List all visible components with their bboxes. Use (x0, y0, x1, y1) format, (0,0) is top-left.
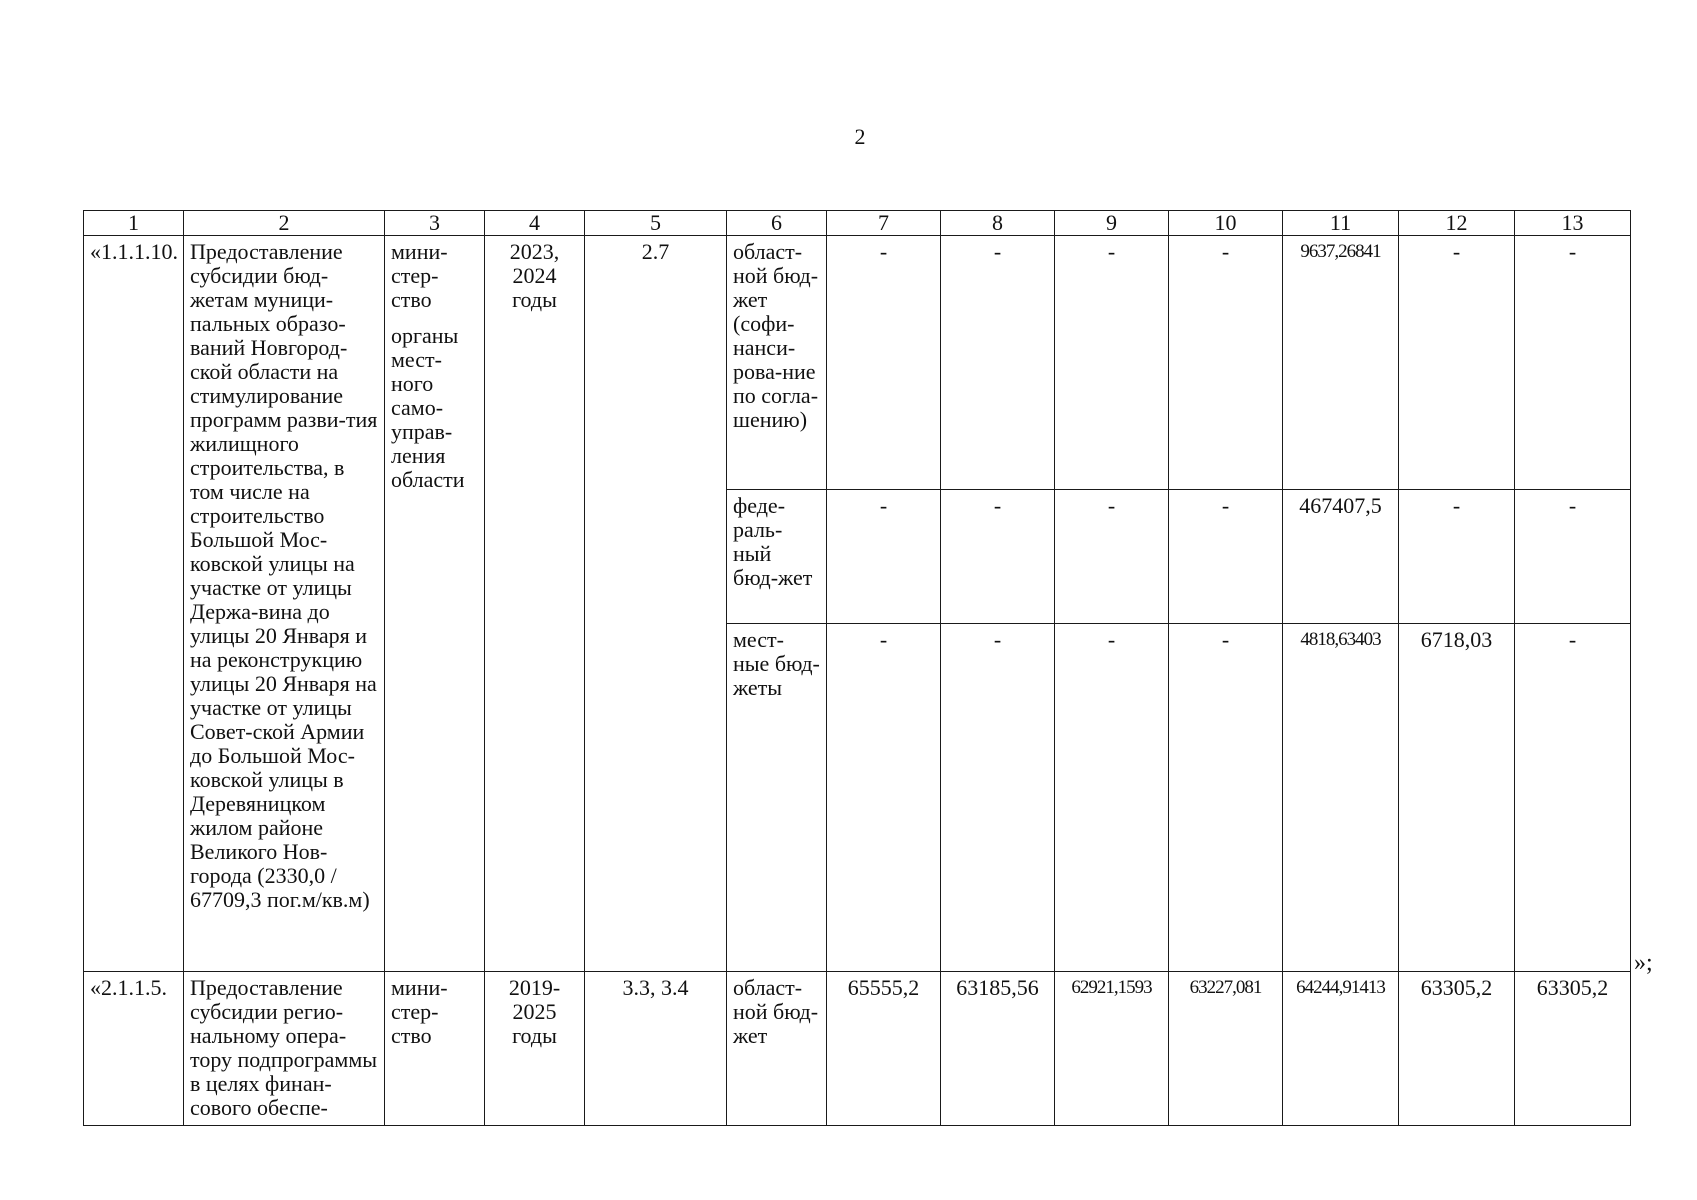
row1-federal-v13: - (1515, 490, 1631, 624)
row1-federal-v9: - (1055, 490, 1169, 624)
row2-v10: 63227,081 (1169, 972, 1283, 1126)
header-cell-4: 4 (485, 211, 585, 236)
row1-regional-v13: - (1515, 236, 1631, 490)
header-cell-3: 3 (385, 211, 485, 236)
row1-local-v12: 6718,03 (1399, 624, 1515, 972)
row1-source-local: мест-ные бюд-жеты (727, 624, 827, 972)
row1-federal-v11: 467407,5 (1283, 490, 1399, 624)
header-cell-1: 1 (84, 211, 184, 236)
row1-source-federal: феде-раль-ный бюд-жет (727, 490, 827, 624)
row1-executor-ministry: мини-стер-ство (391, 239, 448, 312)
row1-source-regional: област-ной бюд-жет (софи-нанси-рова-ние по согла-шению) (727, 236, 827, 490)
header-cell-13: 13 (1515, 211, 1631, 236)
header-row (84, 211, 1631, 236)
row1-local-v11: 4818,63403 (1283, 624, 1399, 972)
row1-federal-v12: - (1399, 490, 1515, 624)
table-row (84, 972, 1631, 1126)
row2-v12: 63305,2 (1399, 972, 1515, 1126)
header-cell-5: 5 (585, 211, 727, 236)
header-cell-2: 2 (184, 211, 385, 236)
row2-v8: 63185,56 (941, 972, 1055, 1126)
header-cell-7: 7 (827, 211, 941, 236)
budget-table (83, 210, 1631, 1126)
row1-local-v7: - (827, 624, 941, 972)
row2-activity-name: Предоставление субсидии регио-нальному опера-тору подпрограммы в целях финан-сового обеспе- (184, 972, 385, 1126)
row1-number: «1.1.1.10. (84, 236, 184, 972)
row1-local-v13: - (1515, 624, 1631, 972)
row1-federal-v7: - (827, 490, 941, 624)
row1-activity-name: Предоставление субсидии бюд-жетам муници-пальных образо-ваний Новгород-ской области на стимулирование программ разви-тия жилищного строительства, в том числе на строительство Большой Мос-ковской улицы на участке от улицы Держа-вина до улицы 20 Января и на реконструкцию улицы 20 Января на участке от улицы Совет-ской Армии до Большой Мос-ковской улицы в Деревяницком жилом районе Великого Нов-города (2330,0 / 67709,3 пог.м/кв.м) (184, 236, 385, 972)
header-cell-6: 6 (727, 211, 827, 236)
row1-regional-v8: - (941, 236, 1055, 490)
header-cell-12: 12 (1399, 211, 1515, 236)
row2-source-regional: област-ной бюд-жет (727, 972, 827, 1126)
row1-local-v10: - (1169, 624, 1283, 972)
row1-closing-quote: »; (1634, 950, 1653, 976)
row2-v13: 63305,2 (1515, 972, 1631, 1126)
row2-years: 2019-2025 годы (485, 972, 585, 1126)
row1-local-v9: - (1055, 624, 1169, 972)
header-cell-10: 10 (1169, 211, 1283, 236)
row1-federal-v10: - (1169, 490, 1283, 624)
row1-local-v8: - (941, 624, 1055, 972)
row1-regional-v12: - (1399, 236, 1515, 490)
row1-target: 2.7 (585, 236, 727, 972)
row2-target: 3.3, 3.4 (585, 972, 727, 1126)
table-row (84, 236, 1631, 490)
row1-executor (385, 236, 485, 972)
row1-executor-local: органы мест-ного само-управ-ления области (391, 323, 465, 492)
row2-executor: мини-стер-ство (385, 972, 485, 1126)
row2-v9: 62921,1593 (1055, 972, 1169, 1126)
row2-v11: 64244,91413 (1283, 972, 1399, 1126)
header-cell-11: 11 (1283, 211, 1399, 236)
row1-federal-v8: - (941, 490, 1055, 624)
row1-regional-v7: - (827, 236, 941, 490)
row2-v7: 65555,2 (827, 972, 941, 1126)
row1-regional-v9: - (1055, 236, 1169, 490)
header-cell-9: 9 (1055, 211, 1169, 236)
row2-number: «2.1.1.5. (84, 972, 184, 1126)
row1-years: 2023, 2024 годы (485, 236, 585, 972)
header-cell-8: 8 (941, 211, 1055, 236)
row1-regional-v11: 9637,26841 (1283, 236, 1399, 490)
page-number: 2 (854, 124, 866, 149)
row1-regional-v10: - (1169, 236, 1283, 490)
